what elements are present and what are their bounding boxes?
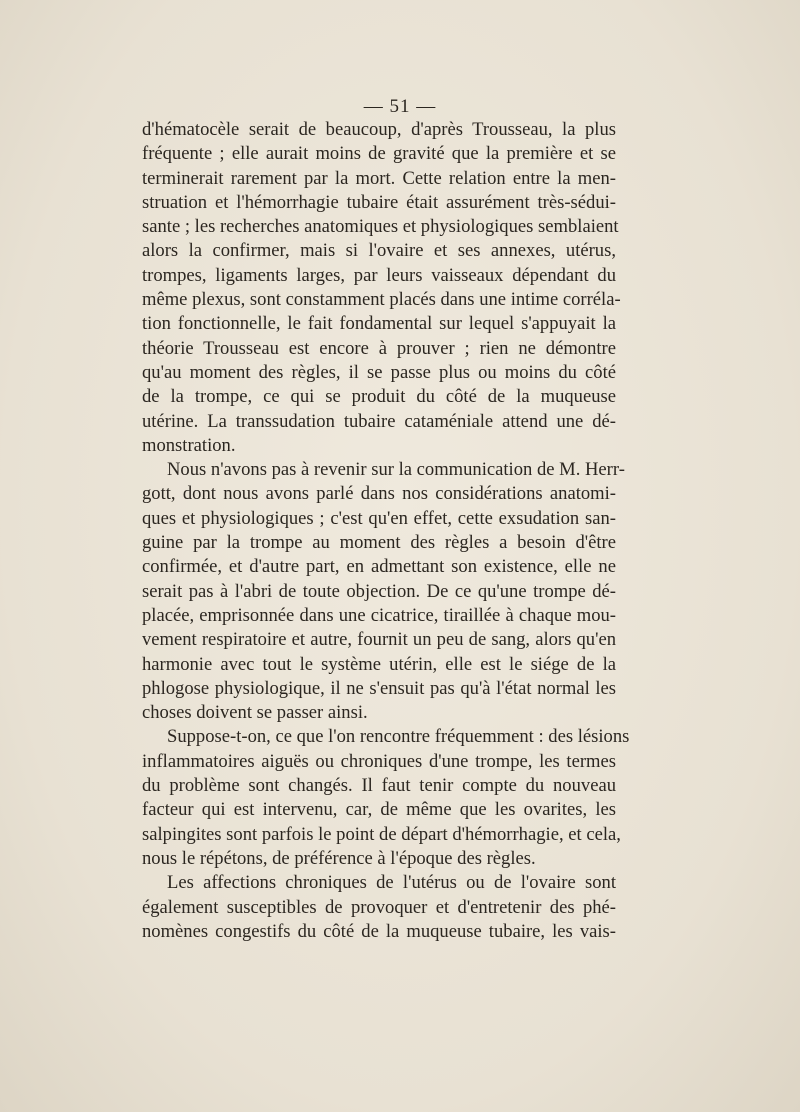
- text-line: placée, emprisonnée dans une cicatrice, tiraillée à chaque mou-: [142, 604, 616, 626]
- text-line: utérine. La transsudation tubaire cataméniale attend une dé-: [142, 410, 616, 432]
- text-line: phlogose physiologique, il ne s'ensuit pas qu'à l'état normal les: [142, 677, 616, 699]
- page-number: — 51 —: [363, 96, 437, 117]
- text-line: sante ; les recherches anatomiques et physiologiques semblaient: [142, 216, 619, 238]
- text-line: terminerait rarement par la mort. Cette relation entre la men-: [142, 167, 616, 189]
- text-line: choses doivent se passer ainsi.: [142, 702, 368, 724]
- text-line: Suppose-t-on, ce que l'on rencontre fréquemment : des lésions: [167, 726, 630, 748]
- text-line: ques et physiologiques ; c'est qu'en effet, cette exsudation san-: [142, 507, 616, 529]
- text-line: salpingites sont parfois le point de départ d'hémorrhagie, et cela,: [142, 823, 621, 845]
- text-line: de la trompe, ce qui se produit du côté de la muqueuse: [142, 386, 616, 408]
- text-line: harmonie avec tout le système utérin, elle est le siége de la: [142, 653, 616, 675]
- text-line: nous le répétons, de préférence à l'époque des règles.: [142, 847, 536, 869]
- text-line: gott, dont nous avons parlé dans nos considérations anatomi-: [142, 483, 616, 505]
- text-line: Les affections chroniques de l'utérus ou de l'ovaire sont: [167, 872, 616, 894]
- text-line: théorie Trousseau est encore à prouver ; rien ne démontre: [142, 337, 616, 359]
- text-line: également susceptibles de provoquer et d'entretenir des phé-: [142, 896, 616, 918]
- text-line: alors la confirmer, mais si l'ovaire et ses annexes, utérus,: [142, 240, 616, 262]
- text-line: vement respiratoire et autre, fournit un peu de sang, alors qu'en: [142, 629, 616, 651]
- text-line: struation et l'hémorrhagie tubaire était assurément très-sédui-: [142, 191, 616, 213]
- text-line: confirmée, et d'autre part, en admettant son existence, elle ne: [142, 556, 616, 578]
- text-line: même plexus, sont constamment placés dans une intime corréla-: [142, 289, 621, 311]
- text-line: qu'au moment des règles, il se passe plus ou moins du côté: [142, 361, 616, 383]
- text-line: monstration.: [142, 434, 236, 456]
- text-line: facteur qui est intervenu, car, de même que les ovarites, les: [142, 799, 616, 821]
- text-line: Nous n'avons pas à revenir sur la communication de M. Herr-: [167, 459, 625, 481]
- text-line: nomènes congestifs du côté de la muqueuse tubaire, les vais-: [142, 920, 616, 942]
- text-line: guine par la trompe au moment des règles a besoin d'être: [142, 532, 616, 554]
- text-line: serait pas à l'abri de toute objection. De ce qu'une trompe dé-: [142, 580, 616, 602]
- text-line: inflammatoires aiguës ou chroniques d'une trompe, les termes: [142, 750, 616, 772]
- text-line: d'hématocèle serait de beaucoup, d'après Trousseau, la plus: [142, 119, 616, 140]
- text-line: trompes, ligaments larges, par leurs vaisseaux dépendant du: [142, 264, 616, 286]
- body-text: [142, 118, 630, 944]
- text-line: du problème sont changés. Il faut tenir compte du nouveau: [142, 775, 616, 797]
- text-line: fréquente ; elle aurait moins de gravité que la première et se: [142, 143, 616, 165]
- text-line: tion fonctionnelle, le fait fondamental sur lequel s'appuyait la: [142, 313, 616, 335]
